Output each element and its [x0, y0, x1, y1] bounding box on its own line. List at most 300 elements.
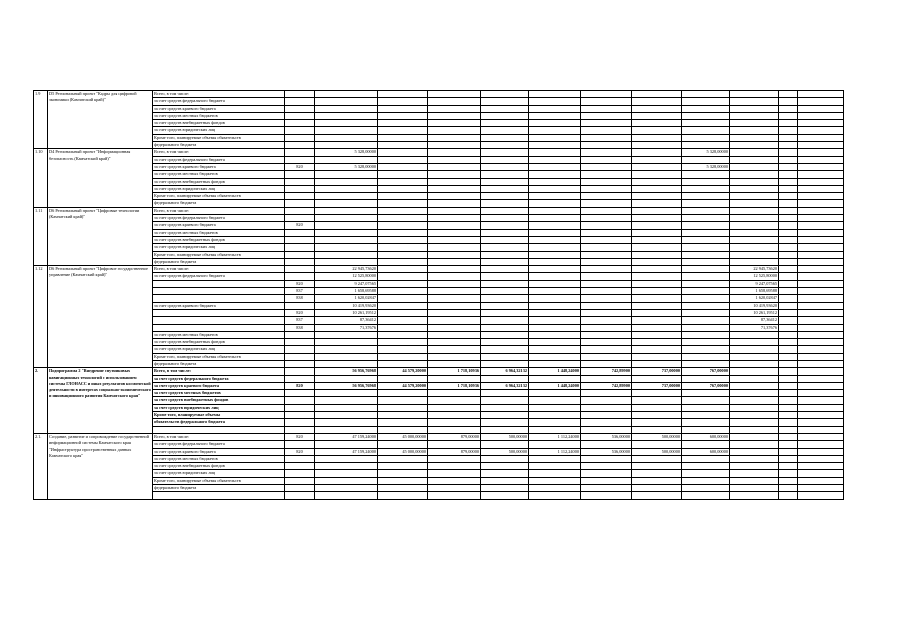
amount-cell: [428, 163, 481, 170]
amount-cell: [378, 455, 428, 462]
amount-cell: [481, 142, 529, 149]
amount-cell: [428, 360, 481, 367]
table-row: [34, 492, 844, 499]
amount-cell: [779, 178, 798, 185]
empty-cell: [798, 375, 844, 382]
funding-source: [153, 317, 285, 324]
funding-source: за счет средств юридических лиц: [153, 127, 285, 134]
table-row: [34, 142, 844, 149]
row-number: 1.12: [34, 266, 48, 368]
empty-cell: [798, 127, 844, 134]
amount-cell: [529, 317, 581, 324]
funding-source: Всего, в том числе:: [153, 368, 285, 375]
amount-cell: [481, 295, 529, 302]
amount-cell: [529, 200, 581, 207]
budget-code: [285, 134, 315, 141]
amount-cell: [428, 156, 481, 163]
amount-cell: [428, 492, 481, 499]
amount-cell: [481, 156, 529, 163]
amount-cell: [682, 375, 730, 382]
funding-source: Всего, в том числе:: [153, 433, 285, 440]
budget-code: [285, 105, 315, 112]
amount-cell: [581, 302, 632, 309]
amount-cell: 12 525,80000: [315, 273, 378, 280]
amount-cell: [730, 163, 779, 170]
amount-cell: [481, 317, 529, 324]
funding-source: за счет средств местных бюджетов: [153, 112, 285, 119]
funding-source: за счет средств краевого бюджета: [153, 105, 285, 112]
amount-cell: [581, 156, 632, 163]
amount-cell: [428, 229, 481, 236]
amount-cell: [581, 229, 632, 236]
amount-cell: [428, 207, 481, 214]
amount-cell: [581, 134, 632, 141]
amount-cell: [315, 200, 378, 207]
amount-cell: [682, 302, 730, 309]
table-row: [34, 441, 844, 448]
funding-source: за счет средств краевого бюджета: [153, 222, 285, 229]
amount-cell: [632, 171, 682, 178]
budget-code: [285, 419, 315, 426]
empty-cell: [798, 193, 844, 200]
amount-cell: [581, 163, 632, 170]
amount-cell: [315, 215, 378, 222]
amount-cell: [529, 215, 581, 222]
amount-cell: [481, 288, 529, 295]
amount-cell: [581, 390, 632, 397]
amount-cell: [378, 404, 428, 411]
amount-cell: [682, 280, 730, 287]
amount-cell: [428, 404, 481, 411]
amount-cell: [428, 149, 481, 156]
budget-code: [285, 244, 315, 251]
amount-cell: [682, 142, 730, 149]
empty-cell: [798, 120, 844, 127]
amount-cell: [779, 142, 798, 149]
amount-cell: [315, 339, 378, 346]
amount-cell: [682, 288, 730, 295]
funding-source: за счет средств местных бюджетов: [153, 455, 285, 462]
amount-cell: [315, 331, 378, 338]
amount-cell: 45 000,00000: [378, 433, 428, 440]
funding-source: за счет средств федерального бюджета: [153, 441, 285, 448]
amount-cell: [581, 127, 632, 134]
amount-cell: [378, 353, 428, 360]
amount-cell: [529, 404, 581, 411]
amount-cell: [581, 412, 632, 419]
amount-cell: [632, 215, 682, 222]
budget-code: [285, 149, 315, 156]
amount-cell: [682, 412, 730, 419]
amount-cell: [378, 419, 428, 426]
amount-cell: [730, 185, 779, 192]
amount-cell: [632, 280, 682, 287]
amount-cell: [529, 251, 581, 258]
amount-cell: [481, 273, 529, 280]
amount-cell: [481, 258, 529, 265]
funding-source: за счет средств юридических лиц: [153, 346, 285, 353]
amount-cell: [378, 251, 428, 258]
item-name: Подпрограмма 2 "Внедрение спутниковых навигационных технологий с использованием системы ГЛОНАСС и иных результатов космической деятельности в интересах социально-экономического и инновационного развития Камчатского края": [48, 368, 153, 434]
empty-cell: [798, 360, 844, 367]
table-row: [34, 295, 844, 302]
amount-cell: [428, 142, 481, 149]
amount-cell: [632, 375, 682, 382]
amount-cell: [779, 215, 798, 222]
funding-source: за счет средств юридических лиц: [153, 244, 285, 251]
amount-cell: [632, 105, 682, 112]
amount-cell: [428, 244, 481, 251]
amount-cell: [529, 360, 581, 367]
amount-cell: [632, 404, 682, 411]
amount-cell: [779, 382, 798, 389]
amount-cell: [481, 455, 529, 462]
amount-cell: [581, 171, 632, 178]
budget-code: 837: [285, 317, 315, 324]
table-row: [34, 193, 844, 200]
amount-cell: [581, 193, 632, 200]
funding-source: Кроме того, планируемые объемы обязательств: [153, 477, 285, 484]
amount-cell: [682, 171, 730, 178]
table-row: [34, 258, 844, 265]
amount-cell: [632, 229, 682, 236]
amount-cell: [682, 339, 730, 346]
amount-cell: [581, 185, 632, 192]
amount-cell: [581, 251, 632, 258]
amount-cell: [730, 375, 779, 382]
amount-cell: [682, 353, 730, 360]
amount-cell: [529, 163, 581, 170]
amount-cell: [315, 98, 378, 105]
empty-cell: [798, 163, 844, 170]
empty-cell: [798, 156, 844, 163]
amount-cell: [428, 331, 481, 338]
funding-source: [153, 492, 285, 499]
amount-cell: [632, 360, 682, 367]
table-row: [34, 448, 844, 455]
amount-cell: [682, 91, 730, 98]
amount-cell: [529, 142, 581, 149]
amount-cell: [730, 112, 779, 119]
amount-cell: [632, 98, 682, 105]
amount-cell: [481, 207, 529, 214]
amount-cell: [378, 302, 428, 309]
funding-source: федерального бюджета: [153, 360, 285, 367]
budget-code: 820: [285, 163, 315, 170]
amount-cell: [632, 127, 682, 134]
amount-cell: [529, 207, 581, 214]
amount-cell: [428, 258, 481, 265]
funding-source: за счет средств юридических лиц: [153, 185, 285, 192]
amount-cell: 500,00000: [632, 448, 682, 455]
table-row: [34, 485, 844, 492]
amount-cell: [378, 375, 428, 382]
funding-source: за счет средств юридических лиц: [153, 404, 285, 411]
item-name: D6 Региональный проект "Цифровое государственное управление (Камчатский край)": [48, 266, 153, 368]
amount-cell: [779, 331, 798, 338]
table-row: [34, 302, 844, 309]
table-row: [34, 419, 844, 426]
amount-cell: [779, 470, 798, 477]
funding-source: за счет средств внебюджетных фондов: [153, 397, 285, 404]
amount-cell: 600,00000: [682, 433, 730, 440]
table-row: [34, 200, 844, 207]
funding-source: за счет средств краевого бюджета: [153, 302, 285, 309]
amount-cell: [315, 419, 378, 426]
amount-cell: [529, 455, 581, 462]
amount-cell: [632, 258, 682, 265]
empty-cell: [798, 331, 844, 338]
budget-code: 820: [285, 382, 315, 389]
budget-code: [285, 185, 315, 192]
amount-cell: [428, 309, 481, 316]
amount-cell: 500,00000: [481, 433, 529, 440]
amount-cell: [529, 463, 581, 470]
table-row: [34, 368, 844, 375]
amount-cell: [730, 215, 779, 222]
amount-cell: 742,89900: [581, 382, 632, 389]
amount-cell: [315, 171, 378, 178]
amount-cell: [779, 251, 798, 258]
table-row: [34, 171, 844, 178]
amount-cell: [315, 397, 378, 404]
amount-cell: [378, 492, 428, 499]
budget-code: [285, 266, 315, 273]
budget-code: [285, 127, 315, 134]
budget-code: [285, 215, 315, 222]
amount-cell: [529, 266, 581, 273]
amount-cell: [428, 171, 481, 178]
amount-cell: [581, 470, 632, 477]
table-row: [34, 477, 844, 484]
amount-cell: [378, 426, 428, 433]
amount-cell: [428, 112, 481, 119]
amount-cell: [581, 215, 632, 222]
table-row: [34, 207, 844, 214]
amount-cell: [730, 390, 779, 397]
amount-cell: [378, 288, 428, 295]
amount-cell: [529, 426, 581, 433]
empty-cell: [798, 317, 844, 324]
amount-cell: [315, 236, 378, 243]
amount-cell: [632, 309, 682, 316]
amount-cell: [378, 200, 428, 207]
amount-cell: [682, 360, 730, 367]
budget-code: [285, 112, 315, 119]
amount-cell: 767,00000: [682, 382, 730, 389]
funding-source: обязательств федерального бюджета: [153, 419, 285, 426]
amount-cell: [632, 156, 682, 163]
funding-source: за счет средств федерального бюджета: [153, 156, 285, 163]
amount-cell: [481, 463, 529, 470]
table-row: [34, 412, 844, 419]
amount-cell: [779, 156, 798, 163]
amount-cell: [529, 375, 581, 382]
amount-cell: [529, 412, 581, 419]
amount-cell: [730, 222, 779, 229]
amount-cell: [428, 178, 481, 185]
amount-cell: [581, 142, 632, 149]
amount-cell: [315, 492, 378, 499]
amount-cell: [779, 492, 798, 499]
amount-cell: [779, 207, 798, 214]
amount-cell: [682, 324, 730, 331]
amount-cell: [529, 171, 581, 178]
amount-cell: [315, 156, 378, 163]
row-number: 2.1.: [34, 433, 48, 499]
amount-cell: [730, 236, 779, 243]
amount-cell: [529, 324, 581, 331]
amount-cell: 9 247,07565: [315, 280, 378, 287]
amount-cell: 6 964,32132: [481, 368, 529, 375]
budget-code: [285, 236, 315, 243]
funding-source: за счет средств местных бюджетов: [153, 390, 285, 397]
amount-cell: [481, 266, 529, 273]
funding-source: [153, 288, 285, 295]
empty-cell: [798, 339, 844, 346]
amount-cell: [378, 280, 428, 287]
amount-cell: [779, 309, 798, 316]
amount-cell: [481, 390, 529, 397]
amount-cell: [682, 120, 730, 127]
amount-cell: [730, 258, 779, 265]
amount-cell: [581, 98, 632, 105]
funding-source: [153, 295, 285, 302]
amount-cell: [481, 251, 529, 258]
budget-code: 820: [285, 448, 315, 455]
amount-cell: [730, 156, 779, 163]
amount-cell: [378, 149, 428, 156]
amount-cell: [529, 178, 581, 185]
table-row: [34, 222, 844, 229]
amount-cell: [581, 273, 632, 280]
amount-cell: [682, 441, 730, 448]
amount-cell: 1 620,02847: [730, 295, 779, 302]
amount-cell: 10 261,19512: [315, 309, 378, 316]
amount-cell: [315, 178, 378, 185]
amount-cell: [378, 339, 428, 346]
amount-cell: [378, 215, 428, 222]
amount-cell: [632, 149, 682, 156]
budget-code: [285, 302, 315, 309]
amount-cell: [581, 244, 632, 251]
amount-cell: [378, 331, 428, 338]
amount-cell: [581, 149, 632, 156]
empty-cell: [798, 244, 844, 251]
budget-table: [33, 90, 844, 500]
empty-cell: [798, 353, 844, 360]
amount-cell: [529, 120, 581, 127]
amount-cell: [378, 229, 428, 236]
amount-cell: [730, 463, 779, 470]
amount-cell: [378, 390, 428, 397]
amount-cell: [529, 485, 581, 492]
amount-cell: [779, 353, 798, 360]
table-row: [34, 178, 844, 185]
amount-cell: [378, 244, 428, 251]
budget-code: [285, 477, 315, 484]
amount-cell: [632, 346, 682, 353]
funding-source: за счет средств местных бюджетов: [153, 171, 285, 178]
amount-cell: [529, 127, 581, 134]
amount-cell: [779, 120, 798, 127]
amount-cell: [779, 244, 798, 251]
table-row: [34, 185, 844, 192]
amount-cell: [378, 193, 428, 200]
funding-source: Всего, в том числе:: [153, 207, 285, 214]
table-row: [34, 244, 844, 251]
amount-cell: [581, 492, 632, 499]
amount-cell: [481, 309, 529, 316]
amount-cell: [529, 346, 581, 353]
amount-cell: [428, 353, 481, 360]
amount-cell: [730, 404, 779, 411]
amount-cell: [730, 412, 779, 419]
table-row: [34, 229, 844, 236]
table-row: [34, 360, 844, 367]
amount-cell: [481, 470, 529, 477]
funding-source: федерального бюджета: [153, 142, 285, 149]
table-row: [34, 324, 844, 331]
amount-cell: [428, 236, 481, 243]
amount-cell: [315, 455, 378, 462]
funding-source: за счет средств краевого бюджета: [153, 163, 285, 170]
amount-cell: [730, 98, 779, 105]
budget-code: [285, 258, 315, 265]
amount-cell: 1 718,10936: [428, 382, 481, 389]
amount-cell: [428, 412, 481, 419]
amount-cell: [632, 390, 682, 397]
empty-cell: [798, 273, 844, 280]
empty-cell: [798, 280, 844, 287]
amount-cell: [779, 266, 798, 273]
amount-cell: [378, 156, 428, 163]
budget-code: [285, 120, 315, 127]
amount-cell: [529, 353, 581, 360]
amount-cell: [481, 134, 529, 141]
amount-cell: [682, 105, 730, 112]
amount-cell: [730, 448, 779, 455]
amount-cell: [730, 149, 779, 156]
funding-source: за счет средств федерального бюджета: [153, 375, 285, 382]
funding-source: за счет средств внебюджетных фондов: [153, 236, 285, 243]
budget-code: 820: [285, 222, 315, 229]
amount-cell: [481, 120, 529, 127]
amount-cell: [378, 258, 428, 265]
amount-cell: [779, 448, 798, 455]
amount-cell: [632, 193, 682, 200]
amount-cell: [632, 397, 682, 404]
table-row: [34, 331, 844, 338]
funding-source: за счет средств местных бюджетов: [153, 229, 285, 236]
amount-cell: [315, 105, 378, 112]
amount-cell: [315, 127, 378, 134]
amount-cell: [315, 441, 378, 448]
budget-code: [285, 193, 315, 200]
budget-code: [285, 331, 315, 338]
amount-cell: 737,00000: [632, 382, 682, 389]
amount-cell: [315, 353, 378, 360]
amount-cell: [779, 390, 798, 397]
table-row: [34, 112, 844, 119]
amount-cell: 71,37676: [730, 324, 779, 331]
amount-cell: [428, 280, 481, 287]
amount-cell: [529, 91, 581, 98]
amount-cell: [481, 492, 529, 499]
amount-cell: [632, 178, 682, 185]
funding-source: федерального бюджета: [153, 485, 285, 492]
amount-cell: [632, 492, 682, 499]
